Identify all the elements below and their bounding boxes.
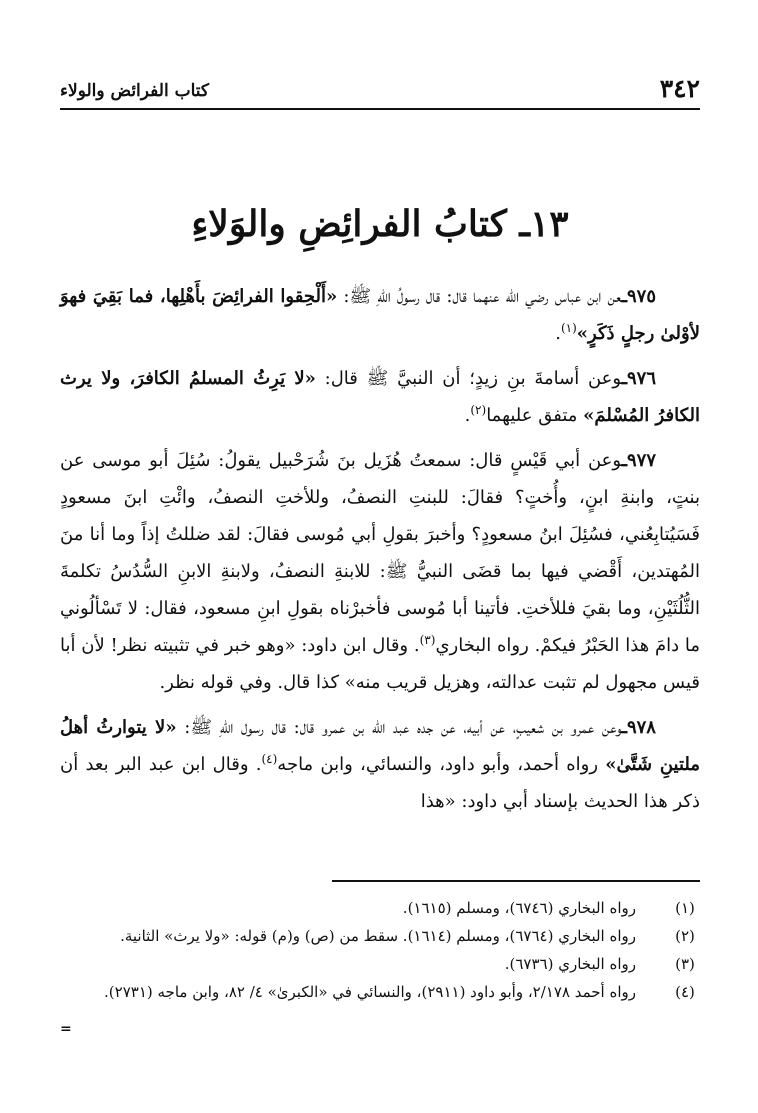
hadith-975 <box>60 278 700 352</box>
hadith-text-before-ref: متفق عليهما <box>486 405 584 426</box>
hadith-quote: «أَلْحِقوا الفرائِضَ بأَهْلِها، فما بَقِيَ فهوَ لأوْلىٰ رجلٍ ذَكَرٍ» <box>60 286 700 344</box>
footnote-ref[interactable]: (٣) <box>419 633 436 647</box>
hadith-976 <box>60 360 700 434</box>
footnote-3 <box>60 950 700 978</box>
hadith-text-before-ref: رواه أحمد، وأبو داود، والنسائي، وابن ماجه <box>277 754 606 775</box>
hadith-text-after: . وقال ابن عبد البر بعد أن ذكر هذا الحديث بإسناد أبي داود: «هذا <box>60 754 700 812</box>
hadith-number: ٩٧٨ـ <box>621 717 656 738</box>
footnote-4 <box>60 978 700 1006</box>
footnote-ref[interactable]: (٢) <box>470 403 487 417</box>
footnotes <box>60 894 700 1006</box>
hadith-text: وعن أبي قَيْسٍ قال: سمعتُ هُزَيل بنَ شُرَحْبيل يقولُ: سُئِلَ أبو موسى عن بنتٍ، وابنةِ ابنٍ، وأُختٍ؟ فقالَ: للبنتِ النصفُ، وللأختِ النصفُ، وائْتِ ابنَ مسعودٍ فَسَيُتابِعُني، فسُئِلَ ابنُ مسعودٍ؟ وأخبرَ بقولِ أبي مُوسى فقالَ: لقد ضللتُ إذاً وما أنا منَ المُهتدين، أَقْضي فيها بما قضَى النبيُّ ﷺ: للابنةِ النصفُ، ولابنةِ الابنِ السُّدُسُ تكلمةَ الثُّلُثَيْنِ، وما بقيَ فللأختِ. فأتينا أبا مُوسى فأخبرْناه بقولِ ابنِ مسعود، فقال: لا تَسْألُوني ما دامَ هذا الحَبْرُ فيكمْ. رواه البخاري <box>60 450 700 656</box>
hadith-number: ٩٧٦ـ <box>621 368 656 389</box>
running-title: كتاب الفرائض والولاء <box>60 81 209 101</box>
hadith-text: عن ابن عباس رضي الله عنهما قال: قال رسولُ اللهِ ﷺ: <box>337 286 622 307</box>
footnote-2 <box>60 922 700 950</box>
footnote-text: رواه البخاري (٦٧٣٦). <box>504 955 636 973</box>
footnote-1 <box>60 894 700 922</box>
footnote-text: رواه البخاري (٦٧٦٤)، ومسلم (١٦١٤). سقط من (ص) و(م) قوله: «ولا يرث» الثانية. <box>120 927 636 945</box>
footnote-number: (١) <box>675 899 695 917</box>
continuation-mark: = <box>60 1021 72 1037</box>
footnote-text: رواه البخاري (٦٧٤٦)، ومسلم (١٦١٥). <box>402 899 636 917</box>
hadith-quote: «لا يتوارثُ أهلُ ملتينِ شَتَّىٰ» <box>60 717 700 775</box>
footnote-text: رواه أحمد ٢/١٧٨، وأبو داود (٢٩١١)، والنسائي في «الكبرىٰ» ٤/ ٨٢، وابن ماجه (٢٧٣١). <box>104 983 636 1001</box>
hadith-977 <box>60 442 700 701</box>
header-rule <box>60 108 700 110</box>
footnote-separator <box>332 880 700 882</box>
page-number: ٣٤٢ <box>659 74 700 103</box>
footnote-number: (٣) <box>675 955 695 973</box>
hadith-text-after: . <box>555 323 561 344</box>
footnote-ref[interactable]: (٤) <box>261 752 278 766</box>
footnote-ref[interactable]: (١) <box>560 321 577 335</box>
hadith-text: وعن عمرو بن شعيبٍ، عن أبيه، عن جده عبد الله بن عمرو قال: قال رسول اللهِ ﷺ: <box>176 717 622 738</box>
hadith-number: ٩٧٥ـ <box>621 286 657 307</box>
hadith-978 <box>60 709 700 820</box>
footnote-number: (٢) <box>675 927 695 945</box>
hadith-text-after: . <box>464 405 471 426</box>
page-header <box>60 74 700 108</box>
hadith-text-after: . وقال ابن داود: «وهو خبر في تثبيته نظر! لأن أبا قيس مجهول لم تثبت عدالته، وهزيل قريب منه» كذا قال. وفي قوله نظر. <box>60 635 700 693</box>
body-text <box>60 278 700 828</box>
footnote-number: (٤) <box>675 983 695 1001</box>
hadith-quote: «لا يَرِثُ المسلمُ الكافرَ، ولا يرث الكافرُ المُسْلمَ» <box>60 368 700 426</box>
chapter-title: ١٣ـ كتابُ الفرائِضِ والوَلاءِ <box>191 203 569 245</box>
hadith-text: وعن أسامةَ بنِ زيدٍ؛ أن النبيَّ ﷺ قال: <box>315 368 622 389</box>
hadith-number: ٩٧٧ـ <box>621 450 656 471</box>
